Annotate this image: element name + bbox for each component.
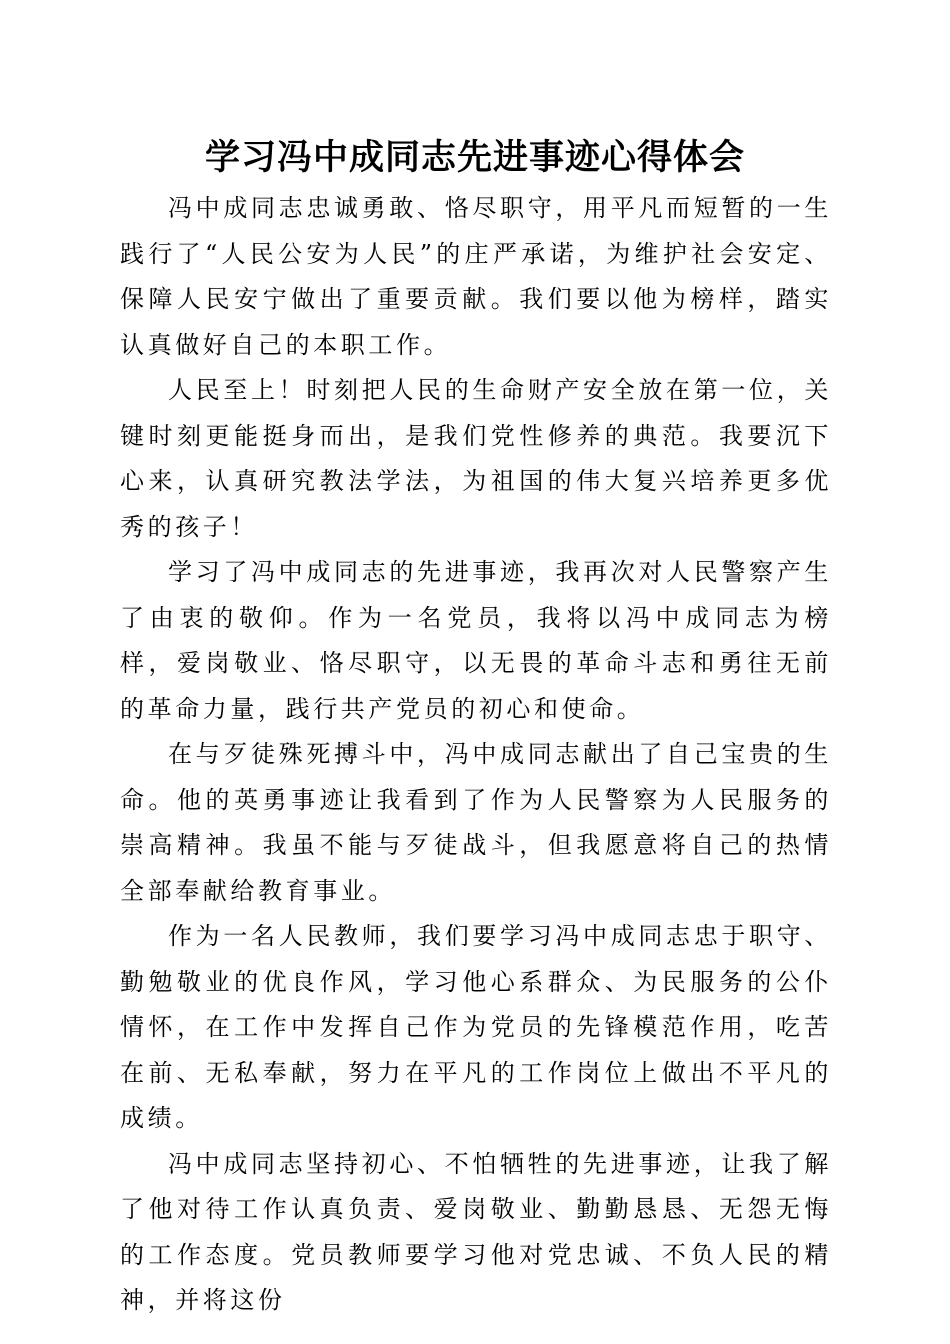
paragraph: 作为一名人民教师，我们要学习冯中成同志忠于职守、勤勉敬业的优良作风，学习他心系群众、为民服务的公仆情怀，在工作中发挥自己作为党员的先锋模范作用，吃苦在前、无私奉献，努力在平凡的工作岗位上做出不平凡的成绩。 [120,922,832,1132]
paragraph: 冯中成同志忠诚勇敢、恪尽职守，用平凡而短暂的一生践行了“人民公安为人民”的庄严承诺，为维护社会安定、保障人民安宁做出了重要贡献。我们要以他为榜样，踏实认真做好自己的本职工作。 [120,194,832,359]
paragraph: 在与歹徒殊死搏斗中，冯中成同志献出了自己宝贵的生命。他的英勇事迹让我看到了作为人民警察为人民服务的崇高精神。我虽不能与歹徒战斗，但我愿意将自己的热情全部奉献给教育事业。 [120,740,832,905]
paragraph: 冯中成同志坚持初心、不怕牺牲的先进事迹，让我了解了他对待工作认真负责、爱岗敬业、勤勤恳恳、无怨无悔的工作态度。党员教师要学习他对党忠诚、不负人民的精神，并将这份 [120,1149,832,1314]
document-title: 学习冯中成同志先进事迹心得体会 [204,137,745,178]
document-body [120,186,832,1324]
paragraph: 人民至上！时刻把人民的生命财产安全放在第一位，关键时刻更能挺身而出，是我们党性修养的典范。我要沉下心来，认真研究教法学法，为祖国的伟大复兴培养更多优秀的孩子！ [120,376,832,541]
paragraph: 学习了冯中成同志的先进事迹，我再次对人民警察产生了由衷的敬仰。作为一名党员，我将以冯中成同志为榜样，爱岗敬业、恪尽职守，以无畏的革命斗志和勇往无前的革命力量，践行共产党员的初心和使命。 [120,558,832,723]
